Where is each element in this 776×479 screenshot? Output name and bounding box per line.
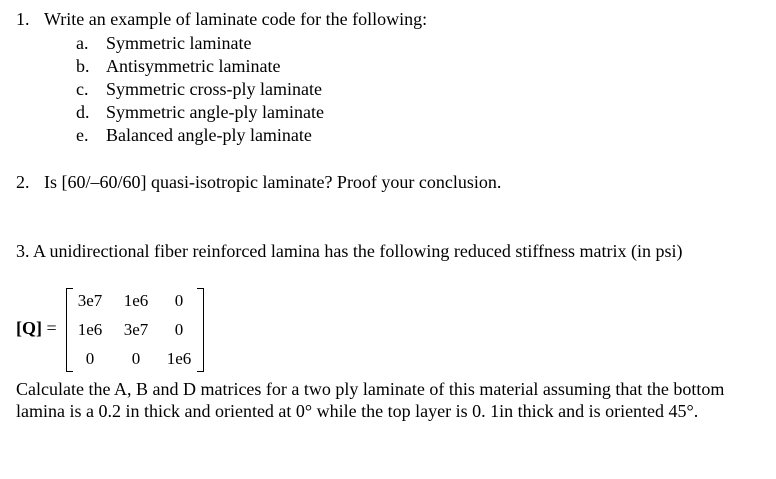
matrix-cell: 0 [174,291,184,310]
q1-item-text: Symmetric cross-ply laminate [106,79,322,99]
q1-item-d [76,101,324,123]
q1-item-b [76,55,280,77]
q3-intro: 3. A unidirectional fiber reinforced lamina has the following reduced stiffness matrix (in psi) [16,241,683,261]
q1-item-e [76,124,312,146]
matrix-label [16,318,57,339]
matrix-cell: 3e7 [77,291,103,310]
q1-item-text: Balanced angle-ply laminate [106,125,312,145]
q1-item-text: Antisymmetric laminate [106,56,281,76]
matrix-cell: 3e7 [123,320,149,339]
q1-item-letter: a. [76,33,89,53]
q1-item-a [76,32,251,54]
q3-question: Calculate the A, B and D matrices for a two ply laminate of this material assuming that the bottom lamina is a 0.2 in thick and oriented at 0° while the top layer is 0. 1in thick and is oriented 45°. [16,379,725,421]
matrix-equals: = [46,318,57,338]
q1-item-c [76,78,322,100]
q2-number: 2. [16,172,30,192]
matrix-cell: 0 [131,349,141,368]
q1-item-letter: c. [76,79,89,99]
q1-item-letter: e. [76,125,89,145]
matrix-cell: 1e6 [166,349,192,368]
q1-item-letter: d. [76,102,90,122]
matrix-symbol: [Q] [16,318,42,338]
q1-item-text: Symmetric laminate [106,33,252,53]
q1-item-letter: b. [76,56,90,76]
q1-number: 1. [16,9,30,29]
q2-text: Is [60/–60/60] quasi-isotropic laminate? Proof your conclusion. [44,172,502,192]
matrix-cell: 1e6 [77,320,103,339]
q2-line [16,171,501,193]
matrix-cell: 0 [85,349,95,368]
matrix-cell: 1e6 [123,291,149,310]
q1-text: Write an example of laminate code for the following: [44,9,428,29]
q1-line [16,8,427,30]
q1-item-text: Symmetric angle-ply laminate [106,102,324,122]
matrix-cell: 0 [174,320,184,339]
